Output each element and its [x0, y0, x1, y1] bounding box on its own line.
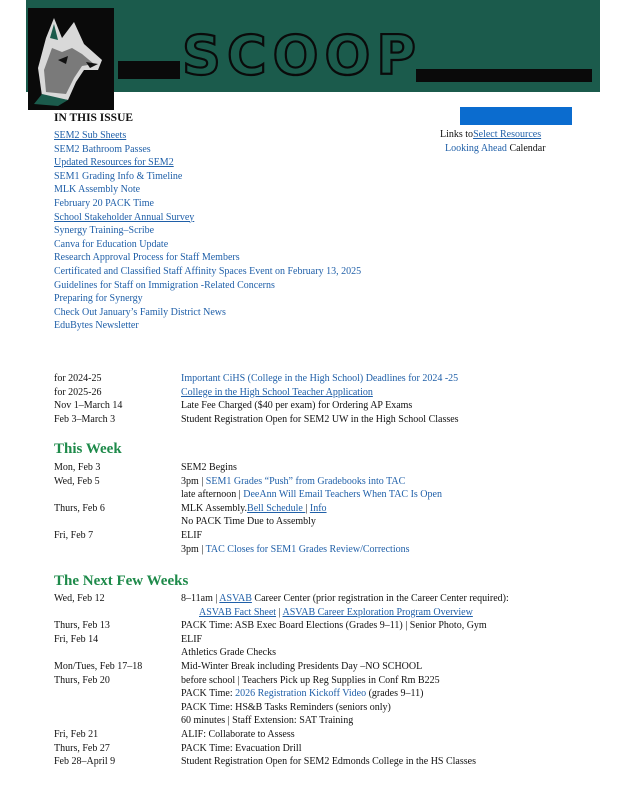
issue-item[interactable] — [54, 197, 361, 211]
event-row — [54, 742, 574, 756]
issue-link[interactable]: Guidelines for Staff on Immigration -Related Concerns — [54, 279, 275, 291]
event-row — [54, 475, 574, 489]
issue-item[interactable] — [54, 129, 361, 143]
issue-item[interactable] — [54, 238, 361, 252]
looking-ahead-line — [445, 143, 546, 154]
banner-bar-left — [118, 61, 180, 79]
event-text: MLK Assembly.Bell Schedule | Info — [181, 502, 327, 514]
event-text: PACK Time: 2026 Registration Kickoff Video (grades 9–11) — [181, 688, 424, 700]
issue-item[interactable] — [54, 143, 361, 157]
event-text: SEM2 Begins — [181, 462, 237, 473]
issue-link[interactable]: February 20 PACK Time — [54, 197, 154, 209]
issue-list — [54, 129, 361, 333]
event-text: 60 minutes | Staff Extension: SAT Training — [181, 715, 354, 727]
issue-link[interactable]: Preparing for Synergy — [54, 293, 143, 305]
issue-link[interactable]: EduBytes Newsletter — [54, 320, 139, 332]
deadline-text: Student Registration Open for SEM2 UW in the High School Classes — [181, 413, 459, 425]
scoop-title — [184, 24, 420, 86]
event-text: 8–11am | ASVAB Career Center (prior registration in the Career Center required): — [181, 593, 509, 604]
event-row — [54, 461, 574, 475]
event-row — [54, 502, 574, 516]
event-date: Thurs, Feb 6 — [54, 502, 105, 514]
event-text: ELIF — [181, 529, 203, 541]
event-row — [54, 515, 574, 529]
select-resources-link[interactable]: Select Resources — [473, 129, 542, 140]
issue-item[interactable] — [54, 292, 361, 306]
event-text: ELIF — [181, 633, 203, 645]
deadline-date: for 2025-26 — [54, 386, 102, 398]
event-text: PACK Time: HS&B Tasks Reminders (seniors only) — [181, 701, 391, 713]
event-row — [54, 529, 574, 543]
event-date: Wed, Feb 12 — [54, 593, 105, 604]
event-date: Thurs, Feb 20 — [54, 674, 110, 686]
event-row — [54, 633, 574, 647]
event-row — [54, 714, 574, 728]
next-weeks-heading: The Next Few Weeks — [54, 573, 189, 589]
deadlines-section — [54, 372, 574, 426]
issue-item[interactable] — [54, 319, 361, 333]
deadline-date: Nov 1–March 14 — [54, 400, 123, 412]
event-text: 3pm | SEM1 Grades “Push” from Gradebooks into TAC — [181, 475, 406, 487]
deadline-row — [54, 413, 574, 427]
event-row — [54, 701, 574, 715]
deadline-date: Feb 3–March 3 — [54, 413, 116, 425]
event-row — [54, 687, 574, 701]
issue-link[interactable]: SEM2 Sub Sheets — [54, 130, 127, 141]
event-date: Fri, Feb 14 — [54, 633, 99, 645]
event-date: Thurs, Feb 13 — [54, 620, 110, 632]
issue-link[interactable]: Certificated and Classified Staff Affinity Spaces Event on February 13, 2025 — [54, 265, 362, 277]
event-text: 3pm | TAC Closes for SEM1 Grades Review/Corrections — [181, 543, 410, 555]
asvab-fact-sheet-link[interactable]: ASVAB Fact Sheet — [199, 606, 277, 618]
event-text: No PACK Time Due to Assembly — [181, 516, 316, 528]
info-link[interactable]: Info — [309, 502, 327, 514]
issue-item[interactable] — [54, 170, 361, 184]
event-date: Wed, Feb 5 — [54, 475, 100, 487]
deadline-link[interactable]: College in the High School Teacher Application — [181, 386, 373, 398]
scoop-title-text: SCOOP — [184, 24, 420, 86]
event-date: Thurs, Feb 27 — [54, 742, 110, 754]
event-link[interactable]: TAC Closes for SEM1 Grades Review/Corrections — [205, 543, 410, 555]
deadline-row — [54, 399, 574, 413]
bell-schedule-link[interactable]: Bell Schedule — [247, 502, 306, 514]
event-row — [54, 606, 574, 620]
issue-item[interactable] — [54, 211, 361, 225]
event-text: before school | Teachers Pick up Reg Supplies in Conf Rm B225 — [181, 674, 440, 686]
event-text: Athletics Grade Checks — [181, 647, 276, 659]
calendar-label: Calendar — [506, 143, 546, 154]
banner-bar-right — [416, 69, 592, 82]
event-text: ASVAB Fact Sheet | ASVAB Career Exploration Program Overview — [199, 606, 473, 618]
issue-link[interactable]: Research Approval Process for Staff Members — [54, 252, 240, 264]
issue-link[interactable]: SEM1 Grading Info & Timeline — [54, 170, 183, 182]
links-to-line — [440, 129, 541, 140]
event-row — [54, 543, 574, 557]
event-text: PACK Time: ASB Exec Board Elections (Grades 9–11) | Senior Photo, Gym — [181, 620, 487, 632]
event-row — [54, 592, 574, 606]
event-row — [54, 755, 574, 769]
issue-link[interactable]: SEM2 Bathroom Passes — [54, 143, 151, 155]
issue-link[interactable]: Updated Resources for SEM2 — [54, 157, 174, 169]
event-row — [54, 660, 574, 674]
this-week-heading: This Week — [54, 441, 122, 457]
event-row — [54, 619, 574, 633]
registration-video-link[interactable]: 2026 Registration Kickoff Video — [235, 688, 367, 700]
issue-link[interactable]: MLK Assembly Note — [54, 184, 141, 196]
issue-link[interactable]: Synergy Training–Scribe — [54, 225, 155, 237]
event-date: Feb 28–April 9 — [54, 756, 116, 768]
this-week-section — [54, 461, 574, 556]
event-row — [54, 488, 574, 502]
looking-ahead-link[interactable]: Looking Ahead — [445, 143, 507, 154]
event-row — [54, 646, 574, 660]
event-date: Mon/Tues, Feb 17–18 — [54, 660, 143, 672]
event-text: late afternoon | DeeAnn Will Email Teachers When TAC Is Open — [181, 489, 442, 501]
husky-logo-icon — [28, 8, 114, 110]
event-link[interactable]: DeeAnn Will Email Teachers When TAC Is Open — [243, 489, 442, 501]
issue-link[interactable]: Canva for Education Update — [54, 238, 169, 250]
asvab-overview-link[interactable]: ASVAB Career Exploration Program Overview — [282, 606, 473, 618]
event-date: Fri, Feb 21 — [54, 728, 99, 740]
links-to-label: Links to — [440, 129, 474, 140]
issue-link[interactable]: Check Out January’s Family District News — [54, 306, 226, 318]
event-text: Student Registration Open for SEM2 Edmonds College in the HS Classes — [181, 756, 476, 768]
asvab-link[interactable]: ASVAB — [219, 593, 252, 604]
blue-accent-box — [460, 107, 572, 125]
event-link[interactable]: SEM1 Grades “Push” from Gradebooks into TAC — [205, 475, 406, 487]
issue-item[interactable] — [54, 265, 361, 279]
event-text: Mid-Winter Break including Presidents Day –NO SCHOOL — [181, 660, 423, 672]
issue-item[interactable] — [54, 183, 361, 197]
deadline-row — [54, 372, 574, 386]
deadline-text: Late Fee Charged ($40 per exam) for Ordering AP Exams — [181, 400, 413, 412]
issue-item[interactable] — [54, 224, 361, 238]
event-date: Fri, Feb 7 — [54, 529, 94, 541]
event-text: ALIF: Collaborate to Assess — [181, 728, 295, 740]
deadline-date: for 2024-25 — [54, 373, 102, 384]
issue-item[interactable] — [54, 156, 361, 170]
in-this-issue-title: IN THIS ISSUE — [54, 112, 134, 124]
deadline-row — [54, 386, 574, 400]
issue-item[interactable] — [54, 279, 361, 293]
next-weeks-section — [54, 592, 574, 769]
issue-link[interactable]: School Stakeholder Annual Survey — [54, 211, 195, 223]
event-text: PACK Time: Evacuation Drill — [181, 742, 302, 754]
issue-item[interactable] — [54, 251, 361, 265]
deadline-link[interactable]: Important CiHS (College in the High School) Deadlines for 2024 -25 — [181, 373, 459, 384]
event-row — [54, 728, 574, 742]
issue-item[interactable] — [54, 306, 361, 320]
event-date: Mon, Feb 3 — [54, 462, 101, 473]
event-row — [54, 674, 574, 688]
